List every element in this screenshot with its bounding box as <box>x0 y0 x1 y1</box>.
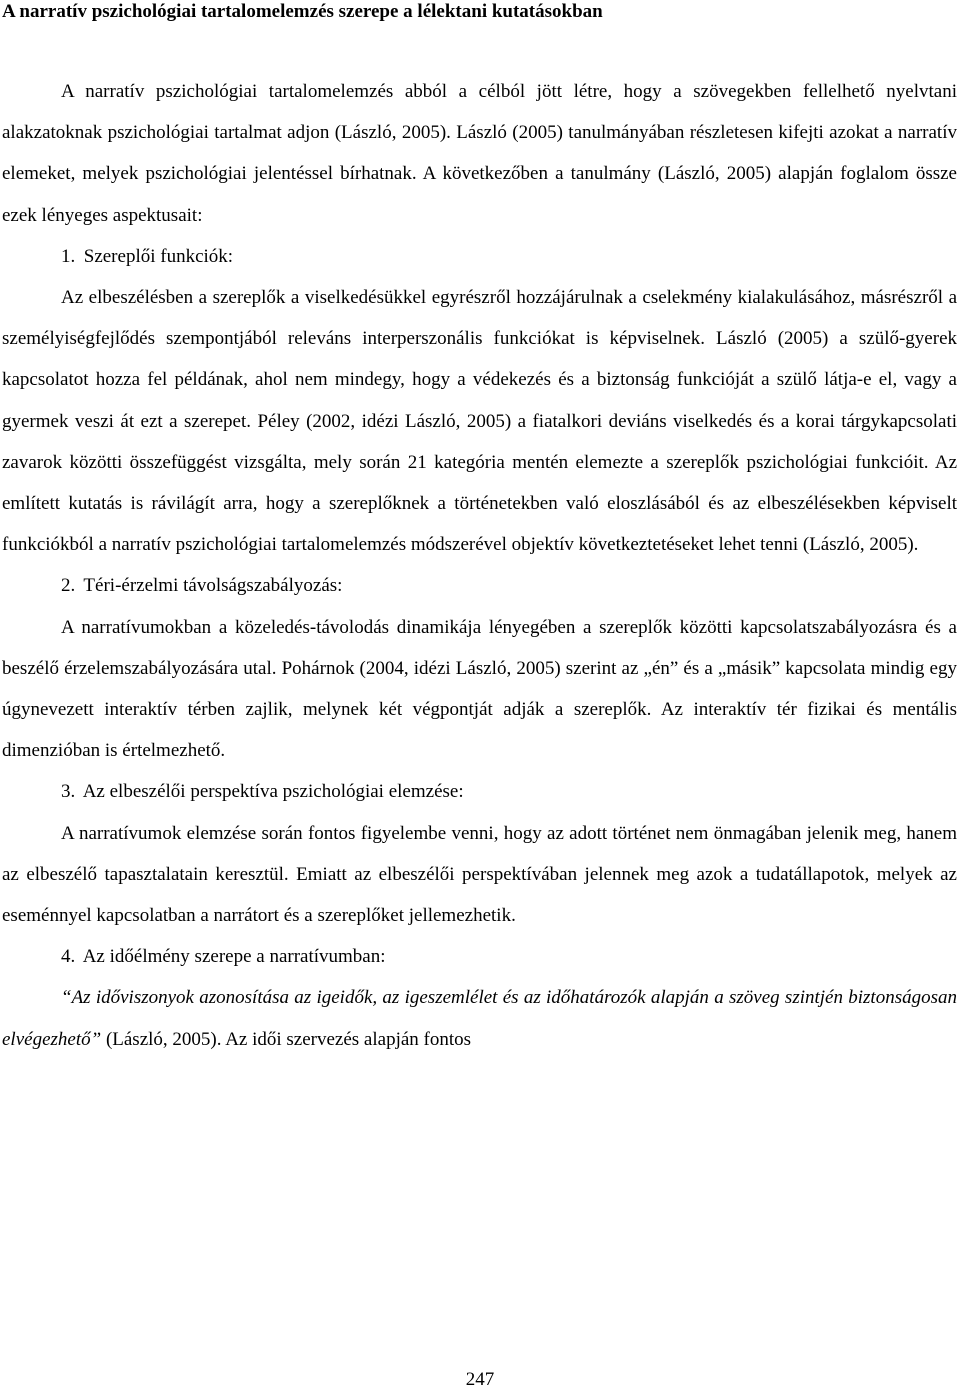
section-4-title <box>2 936 957 977</box>
intro-paragraph: A narratív pszichológiai tartalomelemzés abból a célból jött létre, hogy a szövegekben fellelhető nyelvtani alakzatoknak pszichológiai tartalmat adjon (László, 2005). László (2005) tanulmányában részletesen kifejti azokat a narratív elemeket, melyek pszichológiai jelentéssel bírhatnak. A következőben a tanulmány (László, 2005) alapján foglalom össze ezek lényeges aspektusait: <box>2 81 957 226</box>
section-3-number: 3. <box>61 781 76 803</box>
section-2-title <box>2 565 957 606</box>
section-4-quote: “Az időviszonyok azonosítása az igeidők, az igeszemlélet és az időhatározók alapján a szöveg szintjén biztonságosan elvégezhető” <box>2 987 957 1050</box>
section-4-paragraph <box>2 977 957 1059</box>
section-4-title-text: Az időélmény szerepe a narratívumban: <box>82 946 386 968</box>
section-1-title <box>2 236 957 277</box>
section-1-title-text: Szereplői funkciók: <box>83 245 234 267</box>
section-2-number: 2. <box>61 575 76 597</box>
section-3-paragraph: A narratívumok elemzése során fontos figyelembe venni, hogy az adott történet nem önmagában jelenik meg, hanem az elbeszélő tapasztalatain keresztül. Emiatt az elbeszélői perspektívában jelennek meg azok a tudatállapotok, melyek az eseménnyel kapcsolatban a narrátort és a szereplőket jellemezhetik. <box>2 822 957 927</box>
section-1-number: 1. <box>61 245 76 267</box>
document-body <box>2 71 957 1060</box>
section-2-paragraph: A narratívumokban a közeledés-távolodás dinamikája lényegében a szereplők közötti kapcsolatszabályozásra és a beszélő érzelemszabályozására utal. Pohárnok (2004, idézi László, 2005) szerint az „én” és a „másik” kapcsolata mindig egy úgynevezett interaktív térben zajlik, melynek két végpontját adják a szereplők. Az interaktív tér fizikai és mentális dimenzióban is értelmezhető. <box>2 616 957 762</box>
section-3-title-text: Az elbeszélői perspektíva pszichológiai elemzése: <box>82 781 464 803</box>
section-2-title-text: Téri-érzelmi távolságszabályozás: <box>83 575 343 597</box>
section-1-paragraph: Az elbeszélésben a szereplők a viselkedésükkel egyrészről hozzájárulnak a cselekmény kialakulásához, másrészről a személyiségfejlődés szempontjából releváns interperszonális funkciókat is képviselnek. László (2005) a szülő-gyerek kapcsolatot hozza fel példának, ahol nem mindegy, hogy a védekezés és a biztonság funkcióját a szülő látja-e el, vagy a gyermek veszi át ezt a szerepet. Péley (2002, idézi László, 2005) a fiatalkori deviáns viselkedés és a korai tárgykapcsolati zavarok közötti összefüggést vizsgálta, mely során 21 kategória mentén elemezte a szereplők pszichológiai funkcióit. Az említett kutatás is rávilágít arra, hogy a szereplőknek a történetekben való eloszlásából és az elbeszélésekben képviselt funkciókból a narratív pszichológiai tartalomelemzés módszerével objektív következtetéseket lehet tenni (László, 2005). <box>2 287 957 556</box>
page-number: 247 <box>465 1369 495 1390</box>
document-heading: A narratív pszichológiai tartalomelemzés szerepe a lélektani kutatásokban <box>2 1 603 22</box>
section-4-text-after-quote: (László, 2005). Az idői szervezés alapján fontos <box>101 1028 472 1050</box>
section-3-title <box>2 771 957 812</box>
section-4-number: 4. <box>61 946 76 968</box>
